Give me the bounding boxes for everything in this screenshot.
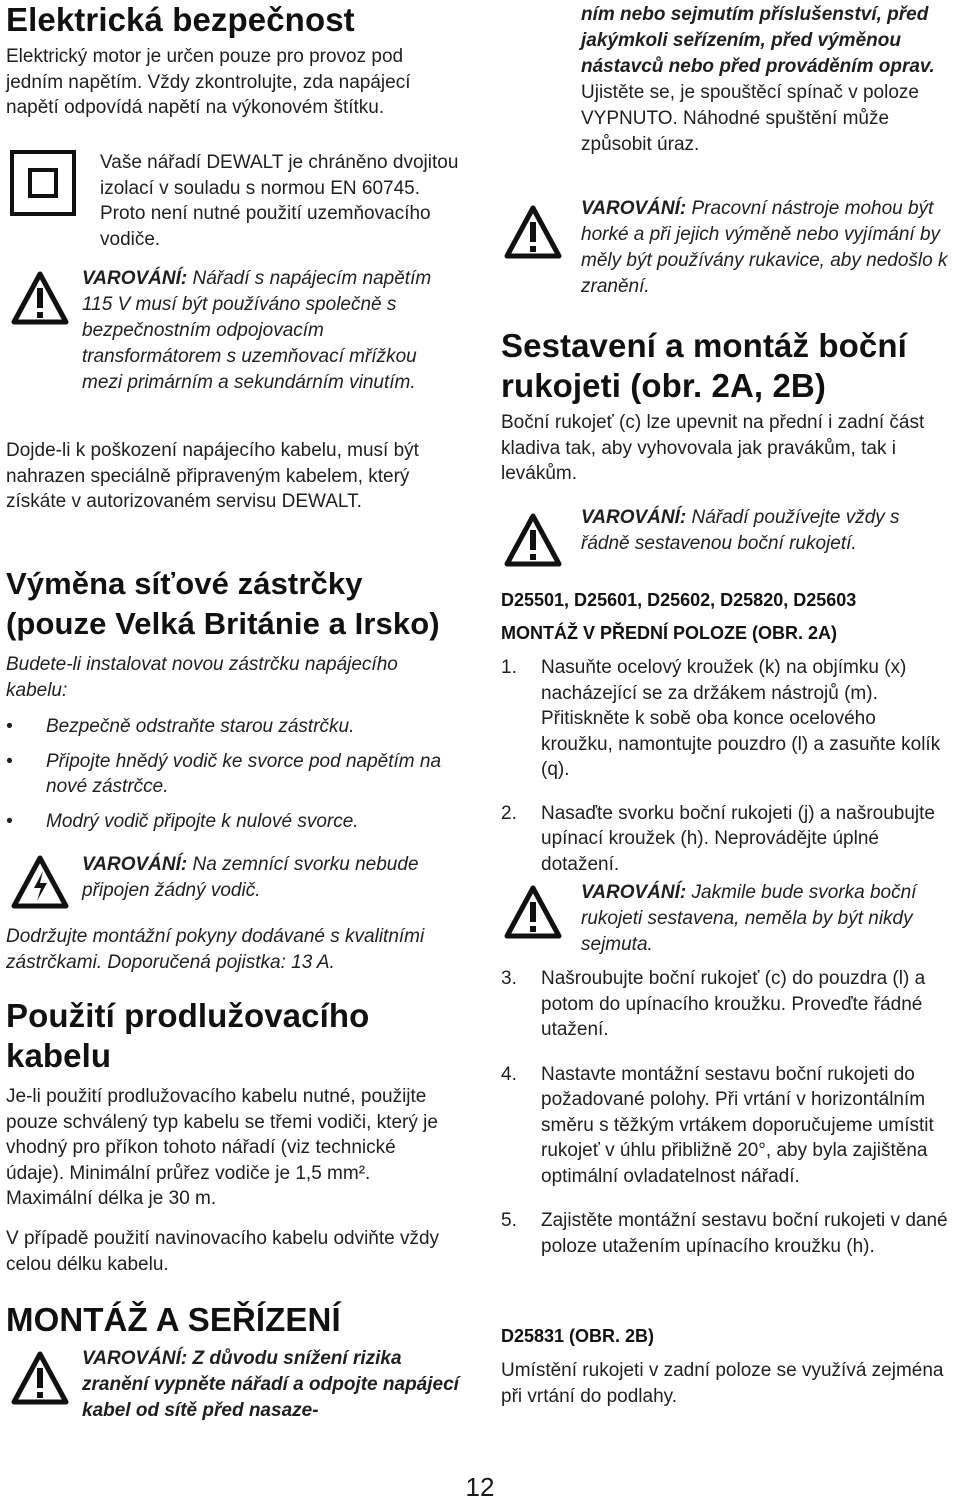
heading-plug-replacement: Výměna síťové zástrčky (pouze Velká Británie a Irsko) — [6, 566, 440, 641]
bullet: • — [6, 810, 13, 832]
step-number: 2. — [501, 802, 517, 824]
warning-disconnect-power — [82, 1346, 464, 1424]
warning-text: Z důvodu snížení rizika zranění vypněte nářadí a odpojte napájecí kabel od sítě před nasaze- — [82, 1348, 459, 1421]
warning-label: VAROVÁNÍ: — [581, 507, 687, 528]
warning-text: Jakmile bude svorka boční rukojeti sestavena, neměla by být nikdy sejmuta. — [581, 882, 917, 955]
list-item — [501, 655, 949, 783]
step-text: Zajistěte montážní sestavu boční rukojeti v dané poloze utažením upínacího kroužku (h). — [541, 1210, 948, 1257]
mount-steps-continued — [501, 966, 949, 1259]
bullet: • — [6, 750, 13, 772]
warning-side-handle — [581, 505, 943, 557]
warning-label: VAROVÁNÍ: — [581, 198, 687, 219]
heading-assembly: MONTÁŽ A SEŘÍZENÍ — [6, 1301, 341, 1338]
front-mount-heading: MONTÁŽ V PŘEDNÍ POLOZE (OBR. 2A) — [501, 623, 838, 643]
step-number: 4. — [501, 1063, 517, 1085]
page-number: 12 — [465, 1472, 495, 1502]
list-item — [501, 1062, 949, 1190]
heading-side-handle: Sestavení a montáž boční rukojeti (obr. 2A, 2B) — [501, 327, 907, 404]
warning-clamp-removal — [581, 880, 943, 958]
front-mount-steps — [501, 655, 949, 877]
step-text: Nastavte montážní sestavu boční rukojeti do požadované polohy. Při vrtání v horizontálním směru s těžkým vrtákem doporučujeme umístit rukojeť v úhlu přibližně 20°, aby byla zajištěna optimální ovladatelnost nářadí. — [541, 1063, 934, 1187]
side-handle-paragraph: Boční rukojeť (c) lze upevnit na přední i zadní část kladiva tak, aby vyhovovala jak pravákům, tak i levákům. — [501, 412, 925, 484]
step-text: Našroubujte boční rukojeť (c) do pouzdra (l) a potom do upínacího kroužku. Proveďte řádné utažení. — [541, 968, 926, 1040]
list-item — [501, 1208, 949, 1259]
heading-extension-cable: Použití prodlužovacího kabelu — [6, 997, 370, 1074]
list-item-text: Modrý vodič připojte k nulové svorce. — [46, 810, 359, 832]
warning-label: VAROVÁNÍ: — [82, 268, 188, 289]
rear-mount-heading: D25831 (OBR. 2B) — [501, 1326, 655, 1346]
warning-disconnect-continued — [581, 2, 953, 158]
list-item — [6, 749, 456, 800]
warning-ground-terminal — [82, 852, 452, 904]
rear-mount-paragraph: Umístění rukojeti v zadní poloze se využívá zejména při vrtání do podlahy. — [501, 1360, 944, 1407]
step-number: 5. — [501, 1210, 517, 1231]
step-number: 1. — [501, 657, 517, 678]
warning-triangle-icon — [503, 884, 563, 940]
double-insulation-paragraph: Vaše nářadí DEWALT je chráněno dvojitou izolací v souladu s normou EN 60745. Proto není nutné použití uzemňovacího vodiče. — [100, 152, 459, 250]
warning-text: Nářadí s napájecím napětím 115 V musí být používáno společně s bezpečnostním odpojovacím transformátorem s uzemňovací mřížkou mezi primárním a sekundárním vinutím. — [82, 268, 432, 393]
warning-label: VAROVÁNÍ: — [82, 1348, 188, 1369]
list-item — [6, 809, 456, 835]
warning-triangle-icon — [10, 270, 70, 326]
cable-damage-paragraph: Dojde-li k poškození napájecího kabelu, musí být nahrazen speciálně připraveným kabelem, který získáte v autorizovaném servisu DEWALT. — [6, 440, 419, 512]
warning-text: Pracovní nástroje mohou být horké a při jejich výměně nebo vyjímání by měly být používány rukavice, aby nedošlo k zranění. — [581, 198, 948, 297]
plug-bullet-list — [6, 714, 456, 834]
plug-footer-paragraph: Dodržujte montážní pokyny dodávané s kvalitními zástrčkami. Doporučená pojistka: 13 A. — [6, 926, 425, 973]
electrical-intro-paragraph: Elektrický motor je určen pouze pro provoz pod jedním napětím. Vždy zkontrolujte, zda napájecí napětí odpovídá napětí na výkonovém štítku. — [6, 46, 411, 118]
warning-triangle-icon — [10, 1350, 70, 1406]
double-insulation-icon — [10, 150, 76, 216]
step-text: Nasuňte ocelový kroužek (k) na objímku (x) nacházející se za držákem nástrojů (m). Přitiskněte k sobě oba konce ocelového kroužku, namontujte pouzdro (l) a zasuňte kolík (q). — [541, 657, 941, 780]
warning-triangle-icon — [503, 512, 563, 568]
warning-triangle-icon — [503, 204, 563, 260]
plug-intro-paragraph: Budete-li instalovat novou zástrčku napájecího kabelu: — [6, 654, 398, 701]
list-item — [6, 714, 456, 740]
warning-115v-transformer — [82, 266, 462, 396]
list-item — [501, 801, 949, 878]
heading-electrical-safety: Elektrická bezpečnost — [6, 1, 355, 38]
electric-shock-icon — [10, 854, 70, 910]
warning-label: VAROVÁNÍ: — [581, 882, 687, 903]
step-number: 3. — [501, 968, 517, 989]
list-item — [501, 966, 949, 1043]
models-heading: D25501, D25601, D25602, D25820, D25603 — [501, 590, 857, 610]
list-item-text: Bezpečně odstraňte starou zástrčku. — [46, 716, 355, 737]
step-text: Nasaďte svorku boční rukojeti (j) a našroubujte upínací kroužek (h). Neprovádějte úplné dotažení. — [541, 802, 935, 875]
bullet: • — [6, 716, 13, 737]
extension-paragraph-2: V případě použití navinovacího kabelu odviňte vždy celou délku kabelu. — [6, 1228, 440, 1275]
warning-continued-bold: ním nebo sejmutím příslušenství, před jakýmkoli seřízením, před výměnou nástavců nebo před prováděním oprav. — [581, 4, 935, 77]
warning-label: VAROVÁNÍ: — [82, 854, 188, 875]
warning-continued-text: Ujistěte se, je spouštěcí spínač v poloze VYPNUTO. Náhodné spuštění může způsobit úraz. — [581, 82, 919, 155]
list-item-text: Připojte hnědý vodič ke svorce pod napětím na nové zástrčce. — [46, 750, 442, 797]
warning-text: Na zemnící svorku nebude připojen žádný vodič. — [82, 854, 419, 901]
extension-paragraph-1: Je-li použití prodlužovacího kabelu nutné, použijte pouze schválený typ kabelu se třemi vodiči, který je vhodný pro příkon tohoto nářadí (viz technické údaje). Minimální průřez vodiče je 1,5 mm². Maximální délka je 30 m. — [6, 1086, 438, 1209]
warning-hot-tools — [581, 196, 949, 300]
warning-text: Nářadí používejte vždy s řádně sestavenou boční rukojetí. — [581, 507, 900, 554]
